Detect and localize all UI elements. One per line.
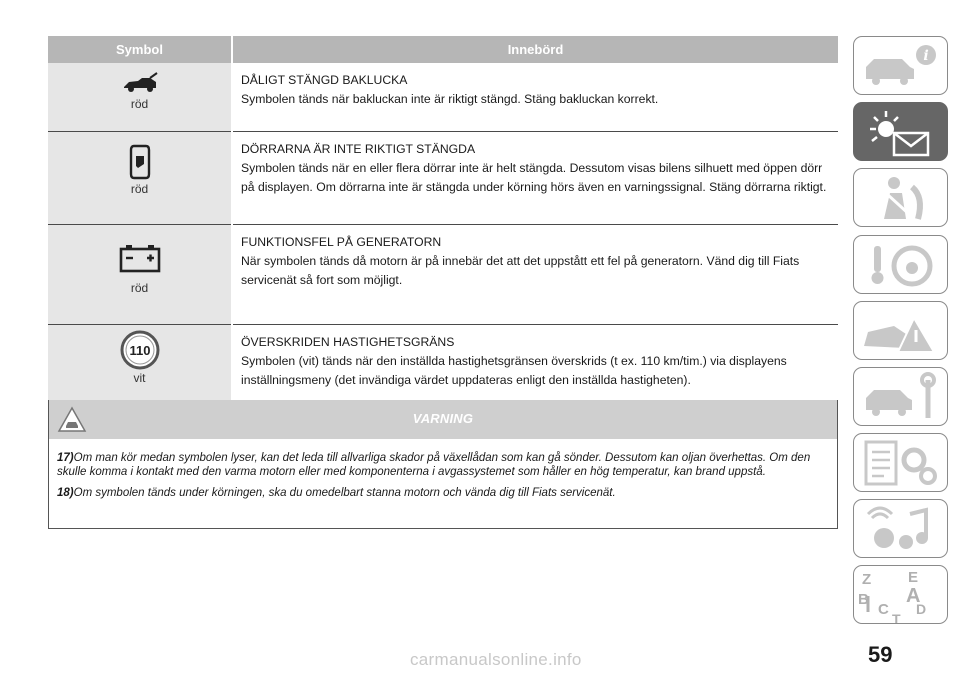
meaning-cell	[232, 225, 838, 325]
tab-warning-lights[interactable]	[853, 102, 948, 161]
row-description: Symbolen tänds när en eller flera dörrar inte är helt stängda. Dessutom visas bilens silhuett med öppen dörr på displayen. Om dörrarna inte är stängda under körning hörs även en varningssignal. Stäng dörrarna riktigt.	[241, 161, 827, 194]
warning-body	[49, 439, 837, 501]
car-door-open-icon	[125, 142, 155, 182]
safety-icon	[854, 169, 948, 227]
symbol-cell	[48, 225, 232, 325]
symbol-cell	[48, 132, 232, 225]
warning-header	[49, 400, 837, 439]
row-description: När symbolen tänds då motorn är på innebär det att det uppstått ett fel på generatorn. Vänd dig till Fiats servicenät så fort som möjligt.	[241, 254, 800, 287]
header-meaning: Innebörd	[232, 36, 838, 63]
meaning-cell	[232, 63, 838, 132]
color-label: vit	[133, 371, 146, 385]
maintenance-icon	[854, 368, 948, 426]
svg-text:i: i	[923, 48, 929, 64]
tab-car-info[interactable]	[853, 36, 948, 95]
tab-starting-driving[interactable]	[853, 235, 948, 294]
tab-technical-data[interactable]	[853, 433, 948, 492]
speed-limit-110-icon	[119, 329, 161, 371]
table-row	[48, 63, 838, 132]
row-description: Symbolen (vit) tänds när den inställda hastighetsgränsen överskrids (t ex. 110 km/tim.) via displayens inställningsmeny (det invändiga värdet uppdateras enligt den inställda hastigheten).	[241, 354, 787, 387]
car-info-icon	[854, 37, 948, 95]
note-text: Om man kör medan symbolen lyser, kan det leda till allvarliga skador på växellådan som kan gå sönder. Dessutom kan oljan överhettas. Om den skulle komma i kontakt med den varma motorn eller med komponenterna i avgassystemet som håller en hög temperatur, kan brand uppstå.	[57, 452, 811, 478]
emergency-icon	[854, 302, 948, 360]
index-letter: A	[906, 585, 921, 607]
warning-title: VARNING	[412, 411, 474, 426]
warning-lights-icon	[854, 103, 948, 161]
index-letter: T	[892, 611, 901, 625]
symbol-cell	[48, 63, 232, 132]
tab-safety[interactable]	[853, 168, 948, 227]
note-text: Om symbolen tänds under körningen, ska du omedelbart stanna motorn och vända dig till Fiats servicenät.	[73, 487, 616, 499]
starting-driving-icon	[854, 236, 948, 294]
color-label: röd	[130, 281, 149, 295]
car-trunk-open-icon	[120, 69, 160, 97]
row-title: ÖVERSKRIDEN HASTIGHETSGRÄNS	[241, 335, 455, 349]
warning-note	[57, 487, 829, 501]
header-symbol: Symbol	[48, 36, 232, 63]
tab-multimedia[interactable]	[853, 499, 948, 558]
index-letter: Z	[862, 571, 872, 588]
index-letter: C	[878, 601, 889, 618]
row-description: Symbolen tänds när bakluckan inte är riktigt stängd. Stäng bakluckan korrekt.	[241, 92, 659, 106]
tab-maintenance[interactable]	[853, 367, 948, 426]
warning-box	[48, 400, 838, 529]
speed-limit-value: 110	[129, 343, 150, 358]
battery-icon	[117, 241, 163, 277]
index-letter: B	[858, 591, 869, 608]
note-ref: 18)	[57, 487, 74, 499]
warning-symbols-table	[48, 36, 838, 416]
tab-emergency[interactable]	[853, 301, 948, 360]
color-label: röd	[130, 97, 149, 111]
tab-index[interactable]	[853, 565, 948, 624]
note-ref: 17)	[57, 452, 74, 464]
row-title: DÅLIGT STÄNGD BAKLUCKA	[241, 73, 408, 87]
multimedia-icon	[854, 500, 948, 558]
warning-note	[57, 452, 829, 479]
index-letter: D	[916, 601, 927, 617]
index-letter: E	[908, 569, 919, 586]
row-title: DÖRRARNA ÄR INTE RIKTIGT STÄNGDA	[241, 142, 476, 156]
watermark: carmanualsonline.info	[410, 650, 582, 669]
table-row	[48, 132, 838, 225]
meaning-cell	[232, 132, 838, 225]
color-label: röd	[130, 182, 149, 196]
page-number: 59	[868, 642, 893, 667]
technical-data-icon	[854, 434, 948, 492]
row-title: FUNKTIONSFEL PÅ GENERATORN	[241, 235, 442, 249]
index-icon	[854, 566, 948, 624]
table-row	[48, 225, 838, 325]
